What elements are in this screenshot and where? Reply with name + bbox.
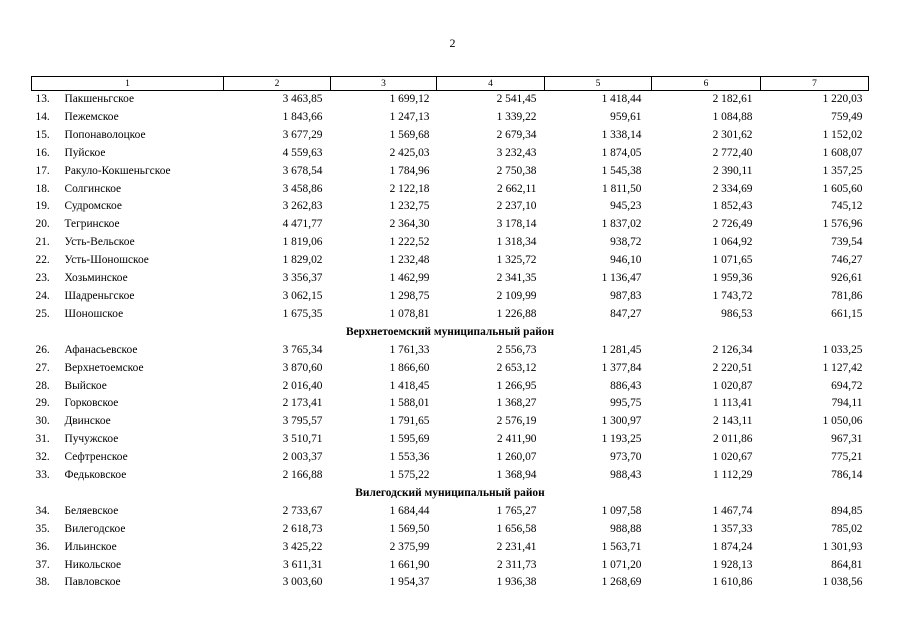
row-number: 25. (35, 307, 50, 320)
value-cell: 1 852,43 (712, 200, 753, 213)
municipality-cell (32, 467, 224, 485)
value-cell: 2 364,30 (389, 218, 430, 231)
municipality-name: Солгинское (64, 182, 122, 195)
value-cell: 785,02 (831, 522, 863, 535)
section-row (32, 324, 869, 342)
value-cell: 1 232,48 (389, 254, 430, 267)
value-cell: 1 819,06 (282, 236, 323, 249)
value-cell: 1 866,60 (389, 361, 430, 374)
table-row (32, 360, 869, 378)
table-row (32, 449, 869, 467)
value-cell: 3 178,14 (496, 218, 537, 231)
municipality-name: Ильинское (64, 540, 117, 553)
municipality-name: Сефтренское (64, 451, 128, 464)
value-cell: 1 339,22 (496, 110, 537, 123)
table-row (32, 378, 869, 396)
value-cell: 3 765,34 (282, 343, 323, 356)
value-cell: 1 784,96 (389, 164, 430, 177)
value-cell: 1 569,50 (389, 522, 430, 535)
value-cell: 2 662,11 (497, 182, 537, 195)
row-number: 26. (35, 343, 50, 356)
municipality-cell (32, 449, 224, 467)
value-cell: 1 097,58 (601, 504, 642, 517)
value-cell: 938,72 (610, 236, 642, 249)
row-number: 37. (35, 558, 50, 571)
table-row (32, 521, 869, 539)
value-cell: 1 112,29 (713, 469, 753, 482)
table-row (32, 127, 869, 145)
table-row (32, 342, 869, 360)
value-cell: 2 173,41 (282, 397, 323, 410)
value-cell: 1 020,87 (712, 379, 753, 392)
value-cell: 1 368,27 (496, 397, 537, 410)
value-cell: 946,10 (610, 254, 642, 267)
value-cell: 1 675,35 (282, 307, 323, 320)
municipality-cell (32, 252, 224, 270)
municipality-name: Шоношское (64, 307, 124, 320)
value-cell: 2 220,51 (712, 361, 753, 374)
value-cell: 1 368,94 (496, 469, 537, 482)
row-number: 20. (35, 218, 50, 231)
value-cell: 945,23 (610, 200, 642, 213)
municipality-cell (32, 109, 224, 127)
value-cell: 1 127,42 (822, 361, 863, 374)
column-header: 4 (437, 77, 545, 91)
municipality-name: Пуйское (64, 146, 106, 159)
value-cell: 1 928,13 (712, 558, 753, 571)
value-cell: 2 726,49 (712, 218, 753, 231)
value-cell: 3 463,85 (282, 93, 323, 105)
page-number: 2 (449, 36, 456, 50)
value-cell: 1 281,45 (601, 343, 642, 356)
value-cell: 786,14 (831, 469, 863, 482)
value-cell: 1 298,75 (389, 289, 430, 302)
value-cell: 3 677,29 (282, 128, 323, 141)
value-cell: 1 318,34 (496, 236, 537, 249)
column-header: 7 (761, 77, 869, 91)
value-cell: 988,43 (610, 469, 642, 482)
value-cell: 1 605,60 (822, 182, 863, 195)
value-cell: 2 576,19 (496, 415, 537, 428)
value-cell: 3 510,71 (282, 433, 323, 446)
row-number: 17. (35, 164, 50, 177)
table-row (32, 431, 869, 449)
value-cell: 1 357,33 (712, 522, 753, 535)
row-number: 22. (35, 254, 50, 267)
value-cell: 2 237,10 (496, 200, 537, 213)
municipality-name: Вилегодское (64, 522, 126, 535)
table-row (32, 234, 869, 252)
value-cell: 661,15 (831, 307, 863, 320)
table-row (32, 539, 869, 557)
value-cell: 2 425,03 (389, 146, 430, 159)
value-cell: 1 575,22 (389, 469, 430, 482)
value-cell: 3 458,86 (282, 182, 323, 195)
value-cell: 2 541,45 (496, 93, 537, 105)
row-number: 38. (35, 576, 50, 589)
row-number: 15. (35, 128, 50, 141)
value-cell: 1 377,84 (601, 361, 642, 374)
row-number: 16. (35, 146, 50, 159)
value-cell: 959,61 (610, 110, 642, 123)
value-cell: 3 425,22 (282, 540, 323, 553)
municipality-cell (32, 198, 224, 216)
value-cell: 2 311,73 (497, 558, 537, 571)
municipality-name: Тегринское (64, 218, 120, 231)
table-row (32, 181, 869, 199)
value-cell: 781,86 (831, 289, 863, 302)
value-cell: 4 471,77 (282, 218, 323, 231)
municipality-name: Пучужское (64, 433, 119, 446)
table-row (32, 198, 869, 216)
municipality-cell (32, 288, 224, 306)
value-cell: 1 743,72 (712, 289, 753, 302)
municipality-cell (32, 521, 224, 539)
value-cell: 967,31 (831, 433, 863, 446)
municipality-name: Пежемское (64, 110, 119, 123)
data-table (31, 76, 869, 592)
section-row (32, 485, 869, 503)
value-cell: 987,83 (610, 289, 642, 302)
municipality-name: Попонаволоцкое (64, 128, 146, 141)
table-row (32, 252, 869, 270)
value-cell: 1 954,37 (389, 576, 430, 589)
municipality-cell (32, 574, 224, 592)
table-row (32, 306, 869, 324)
value-cell: 1 266,95 (496, 379, 537, 392)
value-cell: 1 038,56 (822, 576, 863, 589)
value-cell: 3 062,15 (282, 289, 323, 302)
value-cell: 794,11 (831, 397, 863, 410)
section-title: Вилегодский муниципальный район (355, 486, 545, 499)
value-cell: 1 829,02 (282, 254, 323, 267)
value-cell: 1 325,72 (496, 254, 537, 267)
table-row (32, 109, 869, 127)
value-cell: 739,54 (831, 236, 863, 249)
value-cell: 1 193,25 (601, 433, 642, 446)
value-cell: 886,43 (610, 379, 642, 392)
value-cell: 1 843,66 (282, 110, 323, 123)
value-cell: 2 375,99 (389, 540, 430, 553)
value-cell: 1 545,38 (601, 164, 642, 177)
value-cell: 1 610,86 (712, 576, 753, 589)
column-header: 2 (224, 77, 331, 91)
value-cell: 1 020,67 (712, 451, 753, 464)
value-cell: 2 231,41 (496, 540, 537, 553)
row-number: 23. (35, 272, 50, 285)
municipality-cell (32, 342, 224, 360)
municipality-cell (32, 145, 224, 163)
row-number: 13. (35, 93, 50, 105)
row-number: 24. (35, 289, 50, 302)
row-number: 18. (35, 182, 50, 195)
value-cell: 759,49 (831, 110, 863, 123)
value-cell: 1 064,92 (712, 236, 753, 249)
municipality-cell (32, 395, 224, 413)
column-header: 1 (32, 77, 224, 91)
value-cell: 2 750,38 (496, 164, 537, 177)
value-cell: 1 699,12 (389, 93, 430, 105)
table-row (32, 288, 869, 306)
value-cell: 2 301,62 (712, 128, 753, 141)
municipality-cell (32, 557, 224, 575)
value-cell: 3 611,31 (283, 558, 323, 571)
value-cell: 1 553,36 (389, 451, 430, 464)
municipality-name: Ракуло-Кокшеньгское (64, 164, 171, 177)
row-number: 33. (35, 469, 50, 482)
municipality-name: Усть-Вельское (64, 236, 135, 249)
value-cell: 2 182,61 (712, 93, 753, 105)
municipality-name: Выйское (64, 379, 107, 392)
value-cell: 1 811,50 (602, 182, 642, 195)
value-cell: 4 559,63 (282, 146, 323, 159)
value-cell: 1 338,14 (601, 128, 642, 141)
value-cell: 3 232,43 (496, 146, 537, 159)
value-cell: 1 595,69 (389, 433, 430, 446)
value-cell: 926,61 (831, 272, 863, 285)
value-cell: 2 143,11 (713, 415, 753, 428)
municipality-name: Двинское (64, 415, 111, 428)
municipality-name: Верхнетоемское (64, 361, 144, 374)
value-cell: 864,81 (831, 558, 863, 571)
municipality-cell (32, 360, 224, 378)
value-cell: 1 418,45 (389, 379, 430, 392)
row-number: 14. (35, 110, 50, 123)
value-cell: 1 588,01 (389, 397, 430, 410)
municipality-name: Усть-Шоношское (64, 254, 149, 267)
municipality-name: Горковское (64, 397, 119, 410)
row-number: 35. (35, 522, 50, 535)
value-cell: 1 576,96 (822, 218, 863, 231)
value-cell: 1 033,25 (822, 343, 863, 356)
table-row (32, 145, 869, 163)
value-cell: 1 837,02 (601, 218, 642, 231)
table-body (32, 91, 869, 593)
value-cell: 1 232,75 (389, 200, 430, 213)
value-cell: 1 936,38 (496, 576, 537, 589)
value-cell: 894,85 (831, 504, 863, 517)
value-cell: 746,27 (831, 254, 863, 267)
value-cell: 1 222,52 (389, 236, 430, 249)
value-cell: 1 136,47 (601, 272, 642, 285)
value-cell: 1 152,02 (822, 128, 863, 141)
row-number: 30. (35, 415, 50, 428)
value-cell: 1 684,44 (389, 504, 430, 517)
value-cell: 847,27 (610, 307, 642, 320)
value-cell: 986,53 (721, 307, 753, 320)
value-cell: 1 050,06 (822, 415, 863, 428)
value-cell: 2 126,34 (712, 343, 753, 356)
row-number: 36. (35, 540, 50, 553)
value-cell: 973,70 (610, 451, 642, 464)
row-number: 28. (35, 379, 50, 392)
value-cell: 2 411,90 (497, 433, 537, 446)
column-header-row (32, 77, 869, 91)
municipality-name: Афанасьевское (64, 343, 138, 356)
value-cell: 694,72 (831, 379, 863, 392)
value-cell: 1 959,36 (712, 272, 753, 285)
row-number: 27. (35, 361, 50, 374)
value-cell: 2 679,34 (496, 128, 537, 141)
municipality-name: Шадреньгское (64, 289, 135, 302)
value-cell: 2 618,73 (282, 522, 323, 535)
value-cell: 1 300,97 (601, 415, 642, 428)
value-cell: 1 247,13 (389, 110, 430, 123)
table-row (32, 270, 869, 288)
table-row (32, 574, 869, 592)
value-cell: 1 268,69 (601, 576, 642, 589)
municipality-cell (32, 270, 224, 288)
value-cell: 1 260,07 (496, 451, 537, 464)
value-cell: 1 226,88 (496, 307, 537, 320)
value-cell: 3 003,60 (282, 576, 323, 589)
table-row (32, 413, 869, 431)
municipality-name: Федьковское (64, 469, 127, 482)
value-cell: 1 874,05 (601, 146, 642, 159)
value-cell: 1 563,71 (601, 540, 642, 553)
value-cell: 2 341,35 (496, 272, 537, 285)
value-cell: 1 071,20 (601, 558, 642, 571)
value-cell: 1 084,88 (712, 110, 753, 123)
municipality-cell (32, 181, 224, 199)
municipality-cell (32, 431, 224, 449)
value-cell: 745,12 (831, 200, 863, 213)
value-cell: 1 220,03 (822, 93, 863, 105)
table-row (32, 467, 869, 485)
section-title: Верхнетоемский муниципальный район (345, 325, 555, 338)
table-row (32, 557, 869, 575)
value-cell: 2 109,99 (496, 289, 537, 302)
municipality-cell (32, 539, 224, 557)
municipality-name: Хозьминское (64, 272, 128, 285)
value-cell: 1 113,41 (713, 397, 753, 410)
value-cell: 2 003,37 (282, 451, 323, 464)
value-cell: 1 874,24 (712, 540, 753, 553)
value-cell: 2 122,18 (389, 182, 430, 195)
value-cell: 1 569,68 (389, 128, 430, 141)
value-cell: 3 262,83 (282, 200, 323, 213)
value-cell: 1 765,27 (496, 504, 537, 517)
table-row (32, 91, 869, 109)
municipality-cell (32, 503, 224, 521)
municipality-cell (32, 163, 224, 181)
value-cell: 1 608,07 (822, 146, 863, 159)
value-cell: 2 733,67 (282, 504, 323, 517)
municipality-cell (32, 413, 224, 431)
value-cell: 2 016,40 (282, 379, 323, 392)
municipality-cell (32, 216, 224, 234)
value-cell: 2 334,69 (712, 182, 753, 195)
value-cell: 1 661,90 (389, 558, 430, 571)
municipality-cell (32, 378, 224, 396)
municipality-name: Никольское (64, 558, 122, 571)
value-cell: 1 071,65 (712, 254, 753, 267)
value-cell: 2 772,40 (712, 146, 753, 159)
table-row (32, 395, 869, 413)
column-header: 5 (545, 77, 652, 91)
value-cell: 3 870,60 (282, 361, 323, 374)
value-cell: 3 795,57 (282, 415, 323, 428)
value-cell: 2 011,86 (713, 433, 753, 446)
value-cell: 1 656,58 (496, 522, 537, 535)
value-cell: 1 418,44 (601, 93, 642, 105)
value-cell: 995,75 (610, 397, 642, 410)
table-row (32, 503, 869, 521)
value-cell: 2 556,73 (496, 343, 537, 356)
municipality-cell (32, 306, 224, 324)
municipality-name: Павловское (64, 576, 121, 589)
value-cell: 3 356,37 (282, 272, 323, 285)
value-cell: 3 678,54 (282, 164, 323, 177)
municipality-name: Судромское (64, 200, 122, 213)
value-cell: 1 462,99 (389, 272, 430, 285)
value-cell: 988,88 (610, 522, 642, 535)
column-header: 6 (652, 77, 761, 91)
value-cell: 1 078,81 (389, 307, 430, 320)
row-number: 31. (35, 433, 50, 446)
row-number: 32. (35, 451, 50, 464)
column-header: 3 (331, 77, 437, 91)
table-row (32, 163, 869, 181)
municipality-cell (32, 234, 224, 252)
row-number: 29. (35, 397, 50, 410)
value-cell: 2 390,11 (713, 164, 753, 177)
municipality-name: Пакшеньгское (64, 93, 135, 105)
municipality-name: Беляевское (64, 504, 119, 517)
value-cell: 2 166,88 (282, 469, 323, 482)
municipality-cell (32, 91, 224, 109)
row-number: 19. (35, 200, 50, 213)
value-cell: 1 791,65 (389, 415, 430, 428)
municipality-cell (32, 127, 224, 145)
table-row (32, 216, 869, 234)
row-number: 21. (35, 236, 50, 249)
row-number: 34. (35, 504, 50, 517)
value-cell: 1 467,74 (712, 504, 753, 517)
value-cell: 1 301,93 (822, 540, 863, 553)
value-cell: 1 357,25 (822, 164, 863, 177)
value-cell: 2 653,12 (496, 361, 537, 374)
value-cell: 775,21 (831, 451, 863, 464)
value-cell: 1 761,33 (389, 343, 430, 356)
